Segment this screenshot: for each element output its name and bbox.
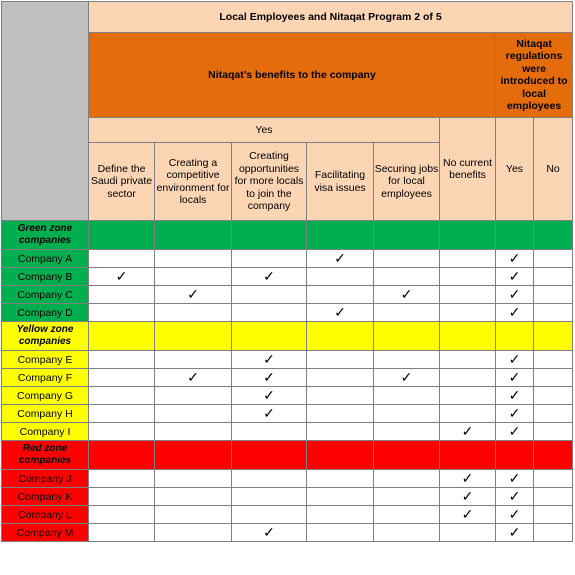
empty-cell	[534, 286, 573, 304]
empty-cell	[534, 470, 573, 488]
empty-cell	[307, 506, 374, 524]
empty-cell	[534, 405, 573, 423]
empty-cell	[440, 405, 496, 423]
company-name: Company B	[2, 268, 89, 286]
checkmark-icon: ✓	[89, 268, 155, 286]
empty-cell	[307, 351, 374, 369]
zone-cell	[155, 441, 232, 470]
empty-cell	[534, 387, 573, 405]
checkmark-icon: ✓	[232, 405, 307, 423]
zone-cell	[232, 221, 307, 250]
zone-cell	[496, 221, 534, 250]
table-row	[2, 423, 573, 441]
empty-cell	[534, 351, 573, 369]
table-row	[2, 524, 573, 542]
company-name: Company A	[2, 250, 89, 268]
empty-cell	[374, 250, 440, 268]
checkmark-icon: ✓	[232, 268, 307, 286]
empty-cell	[155, 304, 232, 322]
checkmark-icon: ✓	[496, 405, 534, 423]
checkmark-icon: ✓	[232, 387, 307, 405]
zone-cell	[89, 441, 155, 470]
table-row	[2, 286, 573, 304]
zone-cell	[534, 441, 573, 470]
company-name: Company E	[2, 351, 89, 369]
col-header-facilitating-visa: Facilitating visa issues	[307, 143, 374, 221]
empty-cell	[534, 250, 573, 268]
zone-cell	[155, 322, 232, 351]
empty-cell	[155, 250, 232, 268]
empty-cell	[374, 387, 440, 405]
table-row	[2, 351, 573, 369]
company-name: Company K	[2, 488, 89, 506]
checkmark-icon: ✓	[374, 369, 440, 387]
empty-cell	[232, 286, 307, 304]
empty-cell	[155, 524, 232, 542]
empty-cell	[89, 524, 155, 542]
benefits-header: Nitaqat’s benefits to the company	[89, 33, 496, 118]
company-name: Company D	[2, 304, 89, 322]
checkmark-icon: ✓	[232, 351, 307, 369]
empty-cell	[307, 286, 374, 304]
col-header-regulations-no: No	[534, 118, 573, 221]
table-row	[2, 405, 573, 423]
empty-cell	[232, 304, 307, 322]
table-row	[2, 387, 573, 405]
empty-cell	[440, 369, 496, 387]
checkmark-icon: ✓	[496, 286, 534, 304]
empty-cell	[155, 506, 232, 524]
table-row	[2, 250, 573, 268]
empty-cell	[89, 387, 155, 405]
empty-cell	[534, 488, 573, 506]
empty-cell	[89, 250, 155, 268]
zone-cell	[534, 221, 573, 250]
empty-cell	[534, 369, 573, 387]
company-name: Company C	[2, 286, 89, 304]
zone-cell	[89, 221, 155, 250]
company-name: Company I	[2, 423, 89, 441]
empty-cell	[232, 488, 307, 506]
empty-cell	[374, 351, 440, 369]
empty-cell	[374, 268, 440, 286]
yes-group-header: Yes	[89, 118, 440, 143]
checkmark-icon: ✓	[496, 470, 534, 488]
table-row	[2, 369, 573, 387]
checkmark-icon: ✓	[496, 506, 534, 524]
empty-cell	[155, 387, 232, 405]
table-row	[2, 304, 573, 322]
empty-cell	[89, 423, 155, 441]
empty-cell	[89, 506, 155, 524]
empty-cell	[534, 304, 573, 322]
company-name: Company M	[2, 524, 89, 542]
empty-cell	[374, 506, 440, 524]
zone-cell	[496, 441, 534, 470]
checkmark-icon: ✓	[307, 304, 374, 322]
empty-cell	[89, 351, 155, 369]
empty-cell	[232, 506, 307, 524]
company-name: Company H	[2, 405, 89, 423]
empty-cell	[307, 268, 374, 286]
empty-cell	[534, 423, 573, 441]
checkmark-icon: ✓	[496, 250, 534, 268]
table-row	[2, 506, 573, 524]
empty-cell	[374, 405, 440, 423]
zone-row	[2, 441, 573, 470]
col-header-creating-opportunities: Creating opportunities for more locals to join the company	[232, 143, 307, 221]
table-row	[2, 488, 573, 506]
empty-cell	[155, 488, 232, 506]
empty-cell	[232, 470, 307, 488]
empty-cell	[307, 405, 374, 423]
empty-cell	[374, 488, 440, 506]
checkmark-icon: ✓	[232, 524, 307, 542]
empty-cell	[534, 268, 573, 286]
zone-row	[2, 221, 573, 250]
checkmark-icon: ✓	[496, 524, 534, 542]
nitaqat-table	[1, 1, 573, 542]
zone-cell	[440, 441, 496, 470]
empty-cell	[440, 268, 496, 286]
checkmark-icon: ✓	[440, 423, 496, 441]
table-title: Local Employees and Nitaqat Program 2 of 5	[89, 2, 573, 33]
col-header-regulations-yes: Yes	[496, 118, 534, 221]
col-header-no-current-benefits: No current benefits	[440, 118, 496, 221]
empty-cell	[307, 387, 374, 405]
zone-label: Yellow zone companies	[2, 322, 89, 351]
regulations-header: Nitaqat regulations were introduced to local employees	[496, 33, 573, 118]
zone-cell	[232, 441, 307, 470]
col-header-competitive-environment: Creating a competitive environment for locals	[155, 143, 232, 221]
empty-cell	[534, 506, 573, 524]
empty-cell	[374, 423, 440, 441]
table-row	[2, 470, 573, 488]
company-name: Company J	[2, 470, 89, 488]
zone-cell	[307, 322, 374, 351]
zone-cell	[232, 322, 307, 351]
zone-label: Red zone companies	[2, 441, 89, 470]
empty-cell	[440, 286, 496, 304]
empty-cell	[307, 524, 374, 542]
zone-cell	[307, 441, 374, 470]
checkmark-icon: ✓	[155, 286, 232, 304]
zone-cell	[440, 322, 496, 351]
checkmark-icon: ✓	[155, 369, 232, 387]
empty-cell	[440, 304, 496, 322]
checkmark-icon: ✓	[307, 250, 374, 268]
zone-cell	[374, 221, 440, 250]
empty-cell	[534, 524, 573, 542]
empty-cell	[155, 423, 232, 441]
empty-cell	[232, 423, 307, 441]
empty-cell	[89, 488, 155, 506]
empty-cell	[155, 268, 232, 286]
company-name: Company G	[2, 387, 89, 405]
zone-cell	[155, 221, 232, 250]
zone-cell	[374, 322, 440, 351]
zone-cell	[534, 322, 573, 351]
col-header-define-saudi-private-sector: Define the Saudi private sector	[89, 143, 155, 221]
empty-cell	[89, 369, 155, 387]
empty-cell	[155, 405, 232, 423]
zone-row	[2, 322, 573, 351]
checkmark-icon: ✓	[496, 369, 534, 387]
empty-cell	[440, 524, 496, 542]
checkmark-icon: ✓	[374, 286, 440, 304]
empty-cell	[374, 304, 440, 322]
zone-label: Green zone companies	[2, 221, 89, 250]
empty-cell	[155, 351, 232, 369]
checkmark-icon: ✓	[496, 488, 534, 506]
empty-cell	[155, 470, 232, 488]
empty-cell	[374, 524, 440, 542]
checkmark-icon: ✓	[496, 268, 534, 286]
empty-cell	[307, 488, 374, 506]
empty-cell	[307, 423, 374, 441]
zone-cell	[440, 221, 496, 250]
empty-cell	[440, 387, 496, 405]
col-header-securing-jobs: Securing jobs for local employees	[374, 143, 440, 221]
corner-cell	[2, 2, 89, 221]
checkmark-icon: ✓	[496, 351, 534, 369]
checkmark-icon: ✓	[440, 470, 496, 488]
empty-cell	[89, 286, 155, 304]
zone-cell	[89, 322, 155, 351]
empty-cell	[307, 470, 374, 488]
empty-cell	[440, 250, 496, 268]
checkmark-icon: ✓	[496, 387, 534, 405]
company-name: Company F	[2, 369, 89, 387]
table-row	[2, 268, 573, 286]
checkmark-icon: ✓	[440, 488, 496, 506]
company-name: Company L	[2, 506, 89, 524]
empty-cell	[89, 405, 155, 423]
empty-cell	[307, 369, 374, 387]
empty-cell	[374, 470, 440, 488]
zone-cell	[307, 221, 374, 250]
checkmark-icon: ✓	[232, 369, 307, 387]
empty-cell	[232, 250, 307, 268]
checkmark-icon: ✓	[496, 304, 534, 322]
empty-cell	[440, 351, 496, 369]
zone-cell	[496, 322, 534, 351]
empty-cell	[89, 304, 155, 322]
empty-cell	[89, 470, 155, 488]
checkmark-icon: ✓	[440, 506, 496, 524]
zone-cell	[374, 441, 440, 470]
checkmark-icon: ✓	[496, 423, 534, 441]
